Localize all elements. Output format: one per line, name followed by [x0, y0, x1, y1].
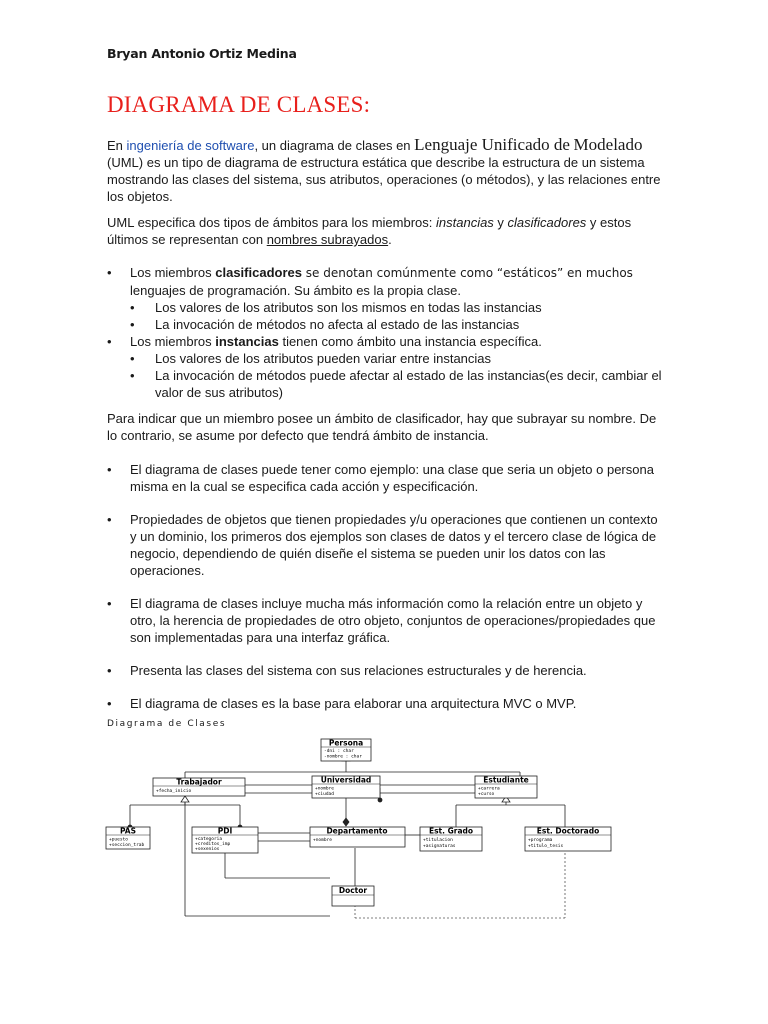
author-name: Bryan Antonio Ortiz Medina	[107, 46, 297, 61]
class-name: Doctor	[338, 886, 368, 895]
class-name: Est. Grado	[428, 826, 474, 836]
member-post: tienen como ámbito una instancia específica.	[278, 334, 542, 349]
member-pre: Los miembros	[130, 265, 216, 280]
dependency-lines	[355, 853, 565, 918]
list-item: • El diagrama de clases es la base para elaborar una arquitectura MVC o MVP.	[107, 695, 662, 712]
class-attr: +puesto	[109, 837, 128, 843]
scope-mid: y	[493, 215, 508, 230]
sub-list	[130, 299, 662, 333]
diagram-label: Diagrama de Clases	[107, 719, 227, 729]
scope-post: y estos últimos se representan con	[107, 215, 632, 247]
class-est-grado	[420, 827, 482, 852]
class-diagram	[100, 730, 620, 930]
class-attr: +categoria	[195, 837, 223, 842]
class-attr: +programa	[528, 838, 553, 843]
class-est-doctorado	[525, 827, 611, 852]
class-attr: +fecha_inicio	[156, 789, 192, 794]
composition-diamond	[343, 818, 349, 826]
class-name: Persona	[328, 738, 364, 748]
class-attr: +carrera	[478, 786, 500, 792]
member-post-alt: se denotan comúnmente como “estáticos” en muchos	[301, 266, 633, 280]
points-list	[107, 461, 662, 712]
class-name: PAS	[119, 826, 137, 836]
scope-clasificadores: clasificadores	[507, 215, 587, 230]
class-name: Trabajador	[176, 777, 222, 787]
intro-mid: , un diagrama de clases en	[254, 138, 415, 153]
uml-phrase-2: Modelado	[573, 135, 643, 154]
uml-phrase-1: Lenguaje Unificado de	[414, 135, 570, 154]
member-post: lenguajes de programación. Su ámbito es la propia clase.	[130, 283, 461, 298]
class-attr: -nombre : char	[324, 754, 362, 760]
class-name: Universidad	[320, 775, 372, 785]
intro-paragraph	[107, 136, 662, 205]
scope-instancias: instancias	[436, 215, 494, 230]
class-persona	[321, 739, 371, 762]
page-title: DIAGRAMA DE CLASES:	[107, 92, 371, 117]
scope-end: .	[388, 232, 392, 247]
class-attr: +curso	[478, 792, 495, 797]
class-attr: +titulo_tesis	[528, 844, 564, 849]
member-bold: instancias	[215, 334, 279, 349]
class-attr: +asignaturas	[423, 844, 456, 849]
sub-list	[130, 350, 662, 401]
class-attr: +creditos_imp	[195, 842, 231, 847]
class-name: PDI	[217, 826, 233, 836]
intro-pre: En	[107, 138, 127, 153]
scope-underlined: nombres subrayados	[266, 232, 389, 247]
class-attr: +sexenios	[195, 847, 220, 852]
inheritance-arrow	[181, 796, 189, 802]
list-item	[107, 333, 662, 401]
class-name: Estudiante	[483, 775, 529, 785]
association-end	[378, 798, 382, 802]
class-attr: +seccion_trab	[109, 843, 145, 848]
list-item: • La invocación de métodos puede afectar al estado de las instancias(es decir, cambiar el valor de sus atributos)	[130, 367, 662, 401]
uml-scope-paragraph	[107, 214, 662, 248]
classifier-note: Para indicar que un miembro posee un ámbito de clasificador, hay que subrayar su nombre. De lo contrario, se asume por defecto que tendrá ámbito de instancia.	[107, 411, 657, 443]
member-bold: clasificadores	[215, 265, 302, 280]
scope-pre: UML especifica dos tipos de ámbitos para los miembros:	[107, 215, 436, 230]
member-pre: Los miembros	[130, 334, 216, 349]
class-trabajador	[153, 778, 245, 797]
class-departamento	[310, 827, 405, 848]
software-engineering-link[interactable]: ingeniería de software	[126, 138, 255, 153]
list-item: • Los valores de los atributos son los mismos en todas las instancias	[130, 299, 662, 316]
class-name: Departamento	[326, 826, 388, 836]
list-item: • El diagrama de clases puede tener como ejemplo: una clase que seria un objeto o persona misma en la cual se especifica cada acción y especificación.	[107, 461, 662, 495]
class-attr: +nombre	[315, 786, 334, 792]
class-doctor	[332, 886, 374, 906]
class-estudiante	[475, 776, 537, 799]
intro-post: (UML) es un tipo de diagrama de estructura estática que describe la estructura de un sistema mostrando las clases del sistema, sus atributos, operaciones (o métodos), y las relaciones entre los objetos.	[107, 155, 661, 204]
list-item	[107, 264, 662, 333]
members-list	[107, 264, 662, 401]
document-body	[107, 136, 662, 728]
class-pdi	[192, 827, 258, 854]
class-name: Est. Doctorado	[536, 826, 600, 836]
list-item: • Propiedades de objetos que tienen propiedades y/u operaciones que contienen un contexto y un dominio, los primeros dos ejemplos son clases de datos y el tercero clase de lógica de negocio, dependiendo de quién diseñe el sistema se pueden unir los datos con las operaciones.	[107, 511, 662, 579]
class-pas	[106, 827, 150, 850]
class-universidad	[312, 776, 380, 799]
class-attr: +titulacion	[423, 838, 453, 843]
class-attr: -dni : char	[324, 749, 354, 754]
class-attr: +ciudad	[315, 792, 334, 797]
list-item: • Los valores de los atributos pueden variar entre instancias	[130, 350, 662, 367]
list-item: • La invocación de métodos no afecta al estado de las instancias	[130, 316, 662, 333]
class-attr: +nombre	[313, 838, 332, 843]
list-item: • El diagrama de clases incluye mucha más información como la relación entre un objeto y otro, la herencia de propiedades de otro objeto, conjuntos de operaciones/propiedades que son implementadas para una interfaz gráfica.	[107, 595, 662, 646]
list-item: • Presenta las clases del sistema con sus relaciones estructurales y de herencia.	[107, 662, 662, 679]
